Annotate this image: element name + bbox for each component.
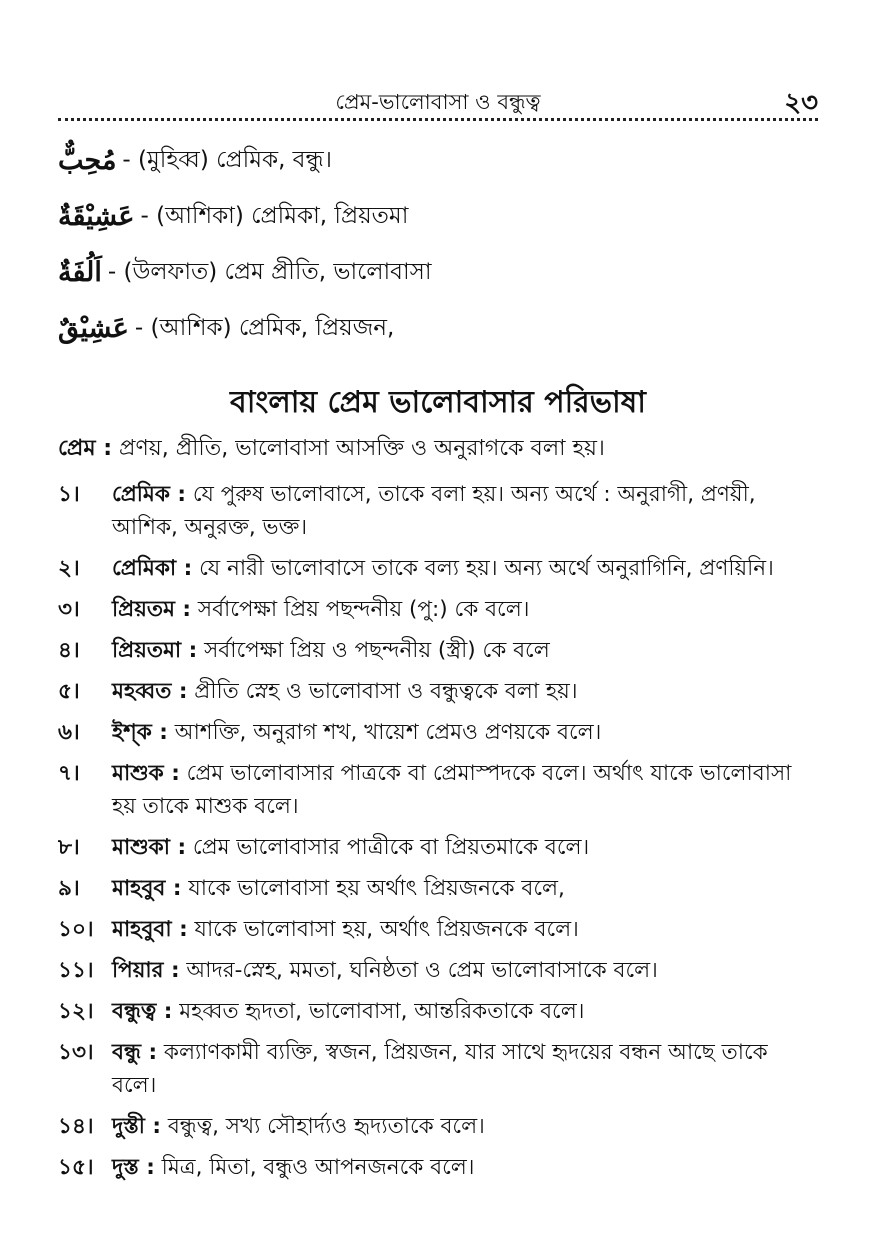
item-number: ১৪।: [58, 1114, 94, 1139]
arabic-word: عَشِيْقٌ: [58, 312, 129, 344]
definition-item: [58, 716, 818, 749]
item-number: ৬।: [58, 720, 80, 745]
definition-text: কল্যাণকামী ব্যক্তি, স্বজন, প্রিয়জন, যার সাথে হৃদয়ের বন্ধন আছে তাকে বলে।: [112, 1040, 768, 1098]
definition-text: যাকে ভালোবাসা হয়, অর্থাৎ প্রিয়জনকে বলে।: [187, 917, 579, 942]
item-number: ১৩।: [58, 1040, 94, 1065]
definition-term: মাশুকা :: [112, 835, 187, 860]
definition-item: [58, 675, 818, 708]
definition-term: পিয়ার :: [112, 958, 180, 983]
definition-text: আশক্তি, অনুরাগ শখ, খায়েশ প্রেমও প্রণয়কে বলে।: [167, 720, 602, 745]
intro-text: প্রণয়, প্রীতি, ভালোবাসা আসক্তি ও অনুরাগকে বলা হয়।: [112, 436, 605, 461]
definition-item: [58, 593, 818, 626]
definition-item: [58, 872, 818, 905]
item-number: ১১।: [58, 958, 94, 983]
definition-term: দুস্তী :: [112, 1114, 161, 1139]
definition-item: [58, 913, 818, 946]
definition-term: মাহবুবা :: [112, 917, 188, 942]
item-number: ৮।: [58, 835, 80, 860]
item-number: ১০।: [58, 917, 94, 942]
definition-item: [58, 552, 818, 585]
definition-text: সর্বাপেক্ষা প্রিয় পছন্দনীয় (পু:) কে বলে।: [191, 597, 530, 622]
arabic-meaning: - (আশিকা) প্রেমিকা, প্রিয়তমা: [140, 202, 409, 229]
intro-term: প্রেম :: [58, 436, 113, 461]
definition-term: মাহবুব :: [112, 876, 182, 901]
definition-term: প্রিয়তম :: [112, 597, 192, 622]
header-dotted-rule: [58, 118, 818, 121]
definition-item: [58, 995, 818, 1028]
arabic-word: اَلُفَةٌ: [58, 256, 102, 288]
arabic-term-row: [58, 300, 818, 356]
arabic-term-list: [58, 132, 818, 356]
definition-text: মিত্র, মিতা, বন্ধুও আপনজনকে বলে।: [154, 1155, 475, 1180]
item-number: ৩।: [58, 597, 80, 622]
definition-text: সর্বাপেক্ষা প্রিয় ও পছন্দনীয় (স্ত্রী) কে বলে: [197, 638, 550, 663]
item-number: ৫।: [58, 679, 80, 704]
arabic-meaning: - (আশিক) প্রেমিক, প্রিয়জন,: [134, 314, 395, 341]
definition-text: প্রেম ভালোবাসার পাত্রকে বা প্রেমাস্পদকে বলে। অর্থাৎ যাকে ভালোবাসা হয় তাকে মাশুক বলে।: [112, 761, 792, 819]
definition-text: বন্ধুত্ব, সখ্য সৌহার্দ্যও হৃদ্যতাকে বলে।: [161, 1114, 485, 1139]
definition-item: [58, 1151, 818, 1184]
item-number: ১।: [58, 482, 80, 507]
item-number: ১৫।: [58, 1155, 94, 1180]
arabic-term-row: [58, 244, 818, 300]
definition-text: প্রীতি স্নেহ ও ভালোবাসা ও বন্ধুত্বকে বলা হয়।: [187, 679, 578, 704]
definition-term: প্রিয়তমা :: [112, 638, 198, 663]
definition-item: [58, 1036, 818, 1102]
definition-item: [58, 478, 818, 544]
definition-term: মাশুক :: [112, 761, 180, 786]
item-number: ৯।: [58, 876, 80, 901]
item-number: ৪।: [58, 638, 80, 663]
definition-text: প্রেম ভালোবাসার পাত্রীকে বা প্রিয়তমাকে বলে।: [186, 835, 590, 860]
arabic-meaning: - (উলফাত) প্রেম প্রীতি, ভালোবাসা: [107, 258, 432, 285]
definition-term: মহব্বত :: [112, 679, 188, 704]
definition-term: বন্ধু :: [112, 1040, 158, 1065]
definition-term: বন্ধুত্ব :: [112, 999, 173, 1024]
definition-item: [58, 757, 818, 823]
definition-text: আদর-স্নেহ, মমতা, ঘনিষ্ঠতা ও প্রেম ভালোবাসাকে বলে।: [179, 958, 658, 983]
arabic-word: مُحِبٌّ: [58, 144, 117, 176]
definition-text: যে পুরুষ ভালোবাসে, তাকে বলা হয়। অন্য অর্থে : অনুরাগী, প্রণয়ী, আশিক, অনুরক্ত, ভক্ত।: [112, 482, 756, 540]
arabic-term-row: [58, 132, 818, 188]
definition-term: ইশ্‌ক :: [112, 720, 168, 745]
definition-item: [58, 831, 818, 864]
definition-term: প্রেমিকা :: [112, 556, 193, 581]
definition-text: মহব্বত হৃদতা, ভালোবাসা, আন্তরিকতাকে বলে।: [172, 999, 585, 1024]
definition-list: [58, 478, 818, 1192]
item-number: ১২।: [58, 999, 94, 1024]
item-number: ৭।: [58, 761, 80, 786]
arabic-term-row: [58, 188, 818, 244]
running-title: প্রেম-ভালোবাসা ও বন্ধুত্ব: [335, 90, 541, 114]
section-heading: বাংলায় প্রেম ভালোবাসার পরিভাষা: [230, 385, 646, 420]
intro-definition: [58, 431, 818, 468]
item-number: ২।: [58, 556, 80, 581]
definition-item: [58, 634, 818, 667]
definition-term: প্রেমিক :: [112, 482, 186, 507]
arabic-word: عَشِيْقَةٌ: [58, 200, 135, 232]
page-number: ২৩: [784, 88, 818, 118]
definition-term: দুস্ত :: [112, 1155, 155, 1180]
arabic-meaning: - (মুহিব্ব) প্রেমিক, বন্ধু।: [122, 146, 332, 173]
definition-text: যাকে ভালোবাসা হয় অর্থাৎ প্রিয়জনকে বলে,: [181, 876, 565, 901]
definition-text: যে নারী ভালোবাসে তাকে বল্য হয়। অন্য অর্থে অনুরাগিনি, প্রণয়িনি।: [192, 556, 774, 581]
definition-item: [58, 954, 818, 987]
page-header: [58, 80, 818, 116]
definition-item: [58, 1110, 818, 1143]
